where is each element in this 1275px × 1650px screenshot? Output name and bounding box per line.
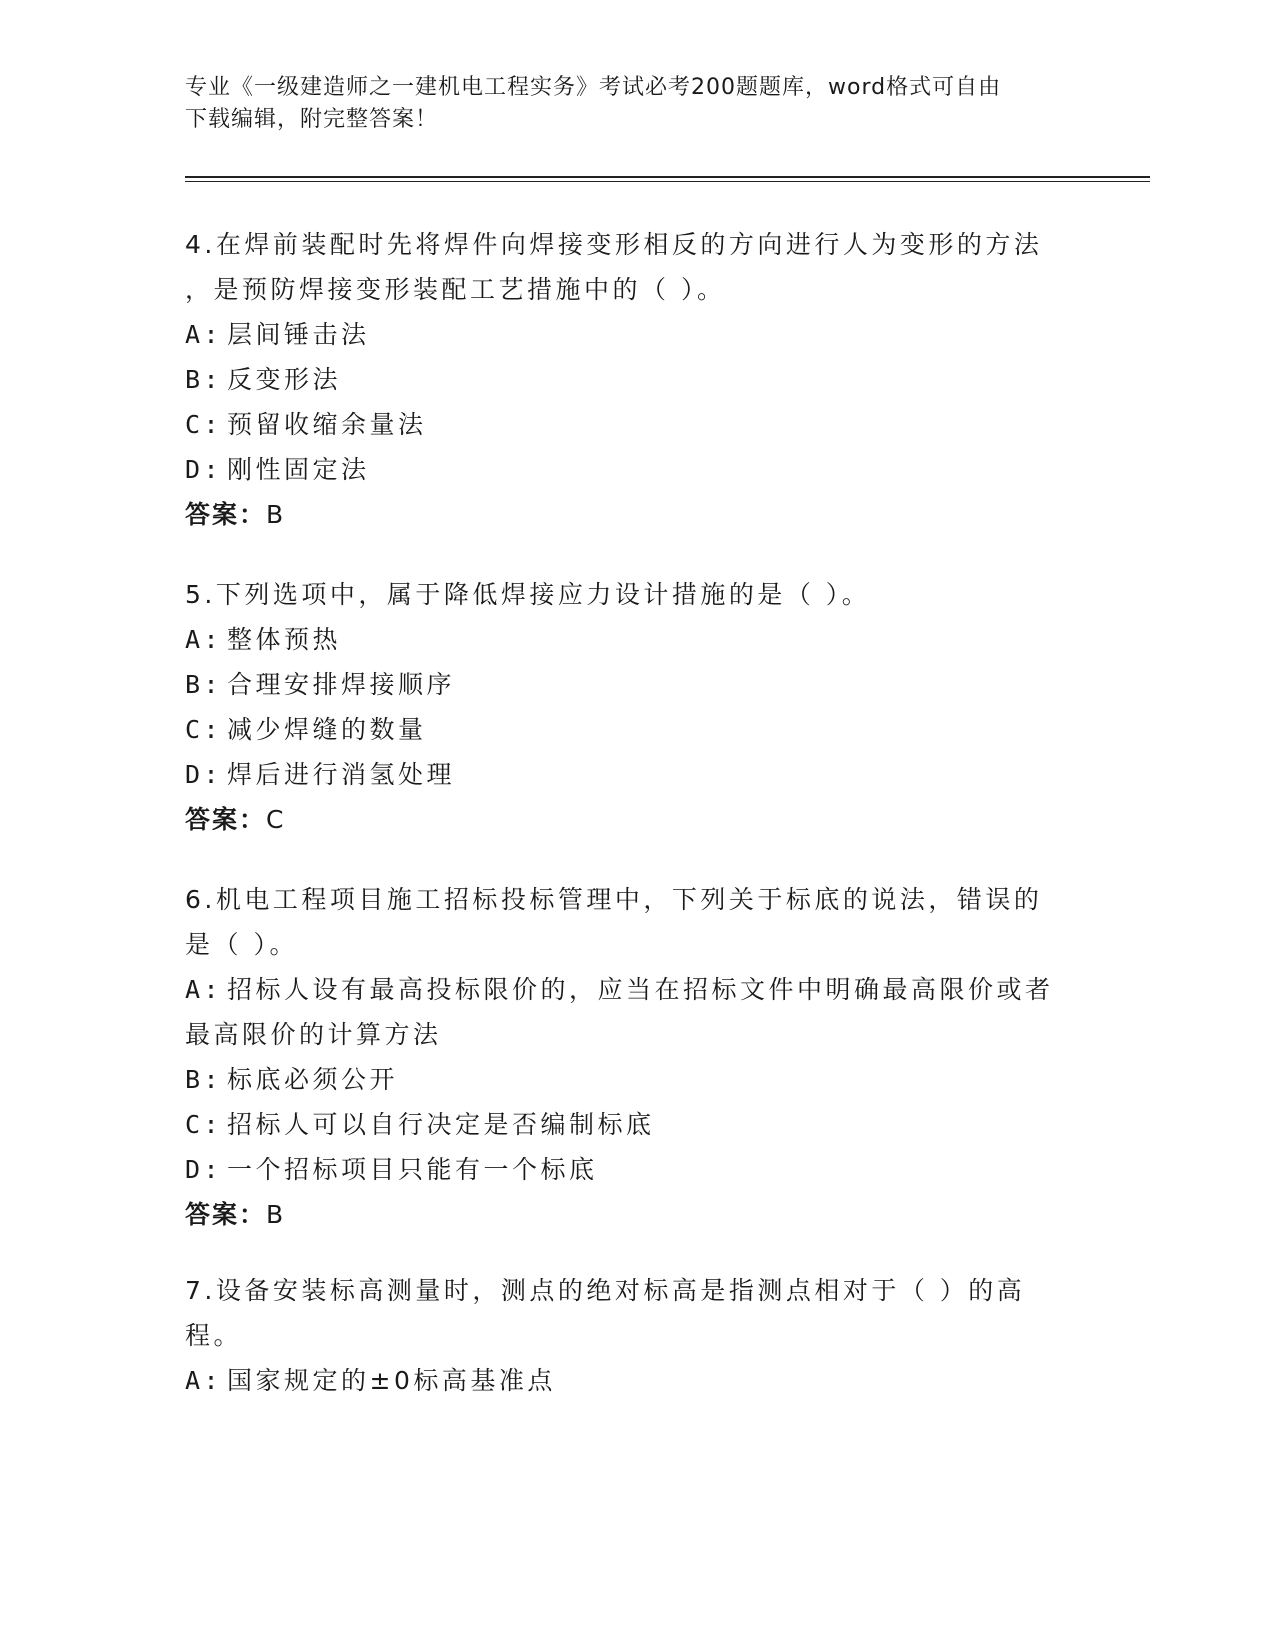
- header-rule-bottom: [185, 181, 1150, 182]
- option-text: 焊后进行消氢处理: [227, 760, 456, 789]
- option-text: 一个招标项目只能有一个标底: [227, 1155, 598, 1184]
- option-text: 国家规定的±0标高基准点: [227, 1366, 556, 1395]
- option-text: 层间锤击法: [227, 320, 370, 349]
- option-text: 整体预热: [227, 625, 342, 654]
- header-line-1: 专业《一级建造师之一建机电工程实务》考试必考200题题库，word格式可自由: [185, 75, 1002, 100]
- option-text: 招标人可以自行决定是否编制标底: [227, 1110, 655, 1139]
- question-6: [185, 877, 1085, 1237]
- option-a: [185, 312, 1085, 357]
- answer-label: 答案：: [185, 500, 267, 529]
- option-d: [185, 447, 1085, 492]
- header-line-2: 下载编辑，附完整答案！: [185, 107, 439, 132]
- option-c: [185, 1102, 1085, 1147]
- option-text: 合理安排焊接顺序: [227, 670, 456, 699]
- option-text: 反变形法: [227, 365, 342, 394]
- option-text: 标底必须公开: [227, 1065, 399, 1094]
- answer-value: B: [266, 500, 286, 529]
- answer-label: 答案：: [185, 1200, 267, 1229]
- option-key: A:: [185, 625, 223, 654]
- option-d: [185, 1147, 1085, 1192]
- option-a: [185, 617, 1085, 662]
- question-stem: [185, 572, 1085, 617]
- header-rule-top: [185, 176, 1150, 178]
- question-7: [185, 1268, 1085, 1403]
- option-key: B:: [185, 1065, 223, 1094]
- stem-line: ，是预防焊接变形装配工艺措施中的（ ）。: [185, 275, 726, 304]
- question-4: [185, 222, 1085, 537]
- question-stem: [185, 877, 1085, 967]
- option-text: 招标人设有最高投标限价的，应当在招标文件中明确最高限价或者: [227, 975, 1054, 1004]
- option-key: A:: [185, 975, 223, 1004]
- option-key: B:: [185, 365, 223, 394]
- stem-line: 程。: [185, 1321, 243, 1350]
- answer-label: 答案：: [185, 805, 267, 834]
- option-c: [185, 402, 1085, 447]
- answer: [185, 1192, 1085, 1237]
- answer: [185, 492, 1085, 537]
- question-stem: [185, 1268, 1085, 1358]
- option-key: D:: [185, 455, 223, 484]
- option-a: [185, 1358, 1085, 1403]
- option-b: [185, 1057, 1085, 1102]
- option-d: [185, 752, 1085, 797]
- answer-value: C: [266, 805, 286, 834]
- option-key: D:: [185, 1155, 223, 1184]
- option-text: 刚性固定法: [227, 455, 370, 484]
- document-header: [185, 72, 1085, 136]
- option-key: C:: [185, 410, 223, 439]
- stem-line: 6.机电工程项目施工招标投标管理中，下列关于标底的说法，错误的: [185, 885, 1043, 914]
- question-stem: [185, 222, 1085, 312]
- option-key: A:: [185, 1366, 223, 1395]
- answer: [185, 797, 1085, 842]
- option-c: [185, 707, 1085, 752]
- option-a-continuation: 最高限价的计算方法: [185, 1020, 442, 1049]
- option-text: 减少焊缝的数量: [227, 715, 427, 744]
- option-b: [185, 662, 1085, 707]
- answer-value: B: [266, 1200, 286, 1229]
- stem-line: 4.在焊前装配时先将焊件向焊接变形相反的方向进行人为变形的方法: [185, 230, 1043, 259]
- option-b: [185, 357, 1085, 402]
- option-text: 预留收缩余量法: [227, 410, 427, 439]
- option-a: [185, 967, 1085, 1012]
- stem-line: 5.下列选项中，属于降低焊接应力设计措施的是（ ）。: [185, 580, 871, 609]
- option-key: A:: [185, 320, 223, 349]
- question-5: [185, 572, 1085, 842]
- stem-line: 是（ ）。: [185, 930, 298, 959]
- option-key: C:: [185, 715, 223, 744]
- option-key: C:: [185, 1110, 223, 1139]
- option-key: D:: [185, 760, 223, 789]
- option-key: B:: [185, 670, 223, 699]
- stem-line: 7.设备安装标高测量时，测点的绝对标高是指测点相对于（ ）的高: [185, 1276, 1026, 1305]
